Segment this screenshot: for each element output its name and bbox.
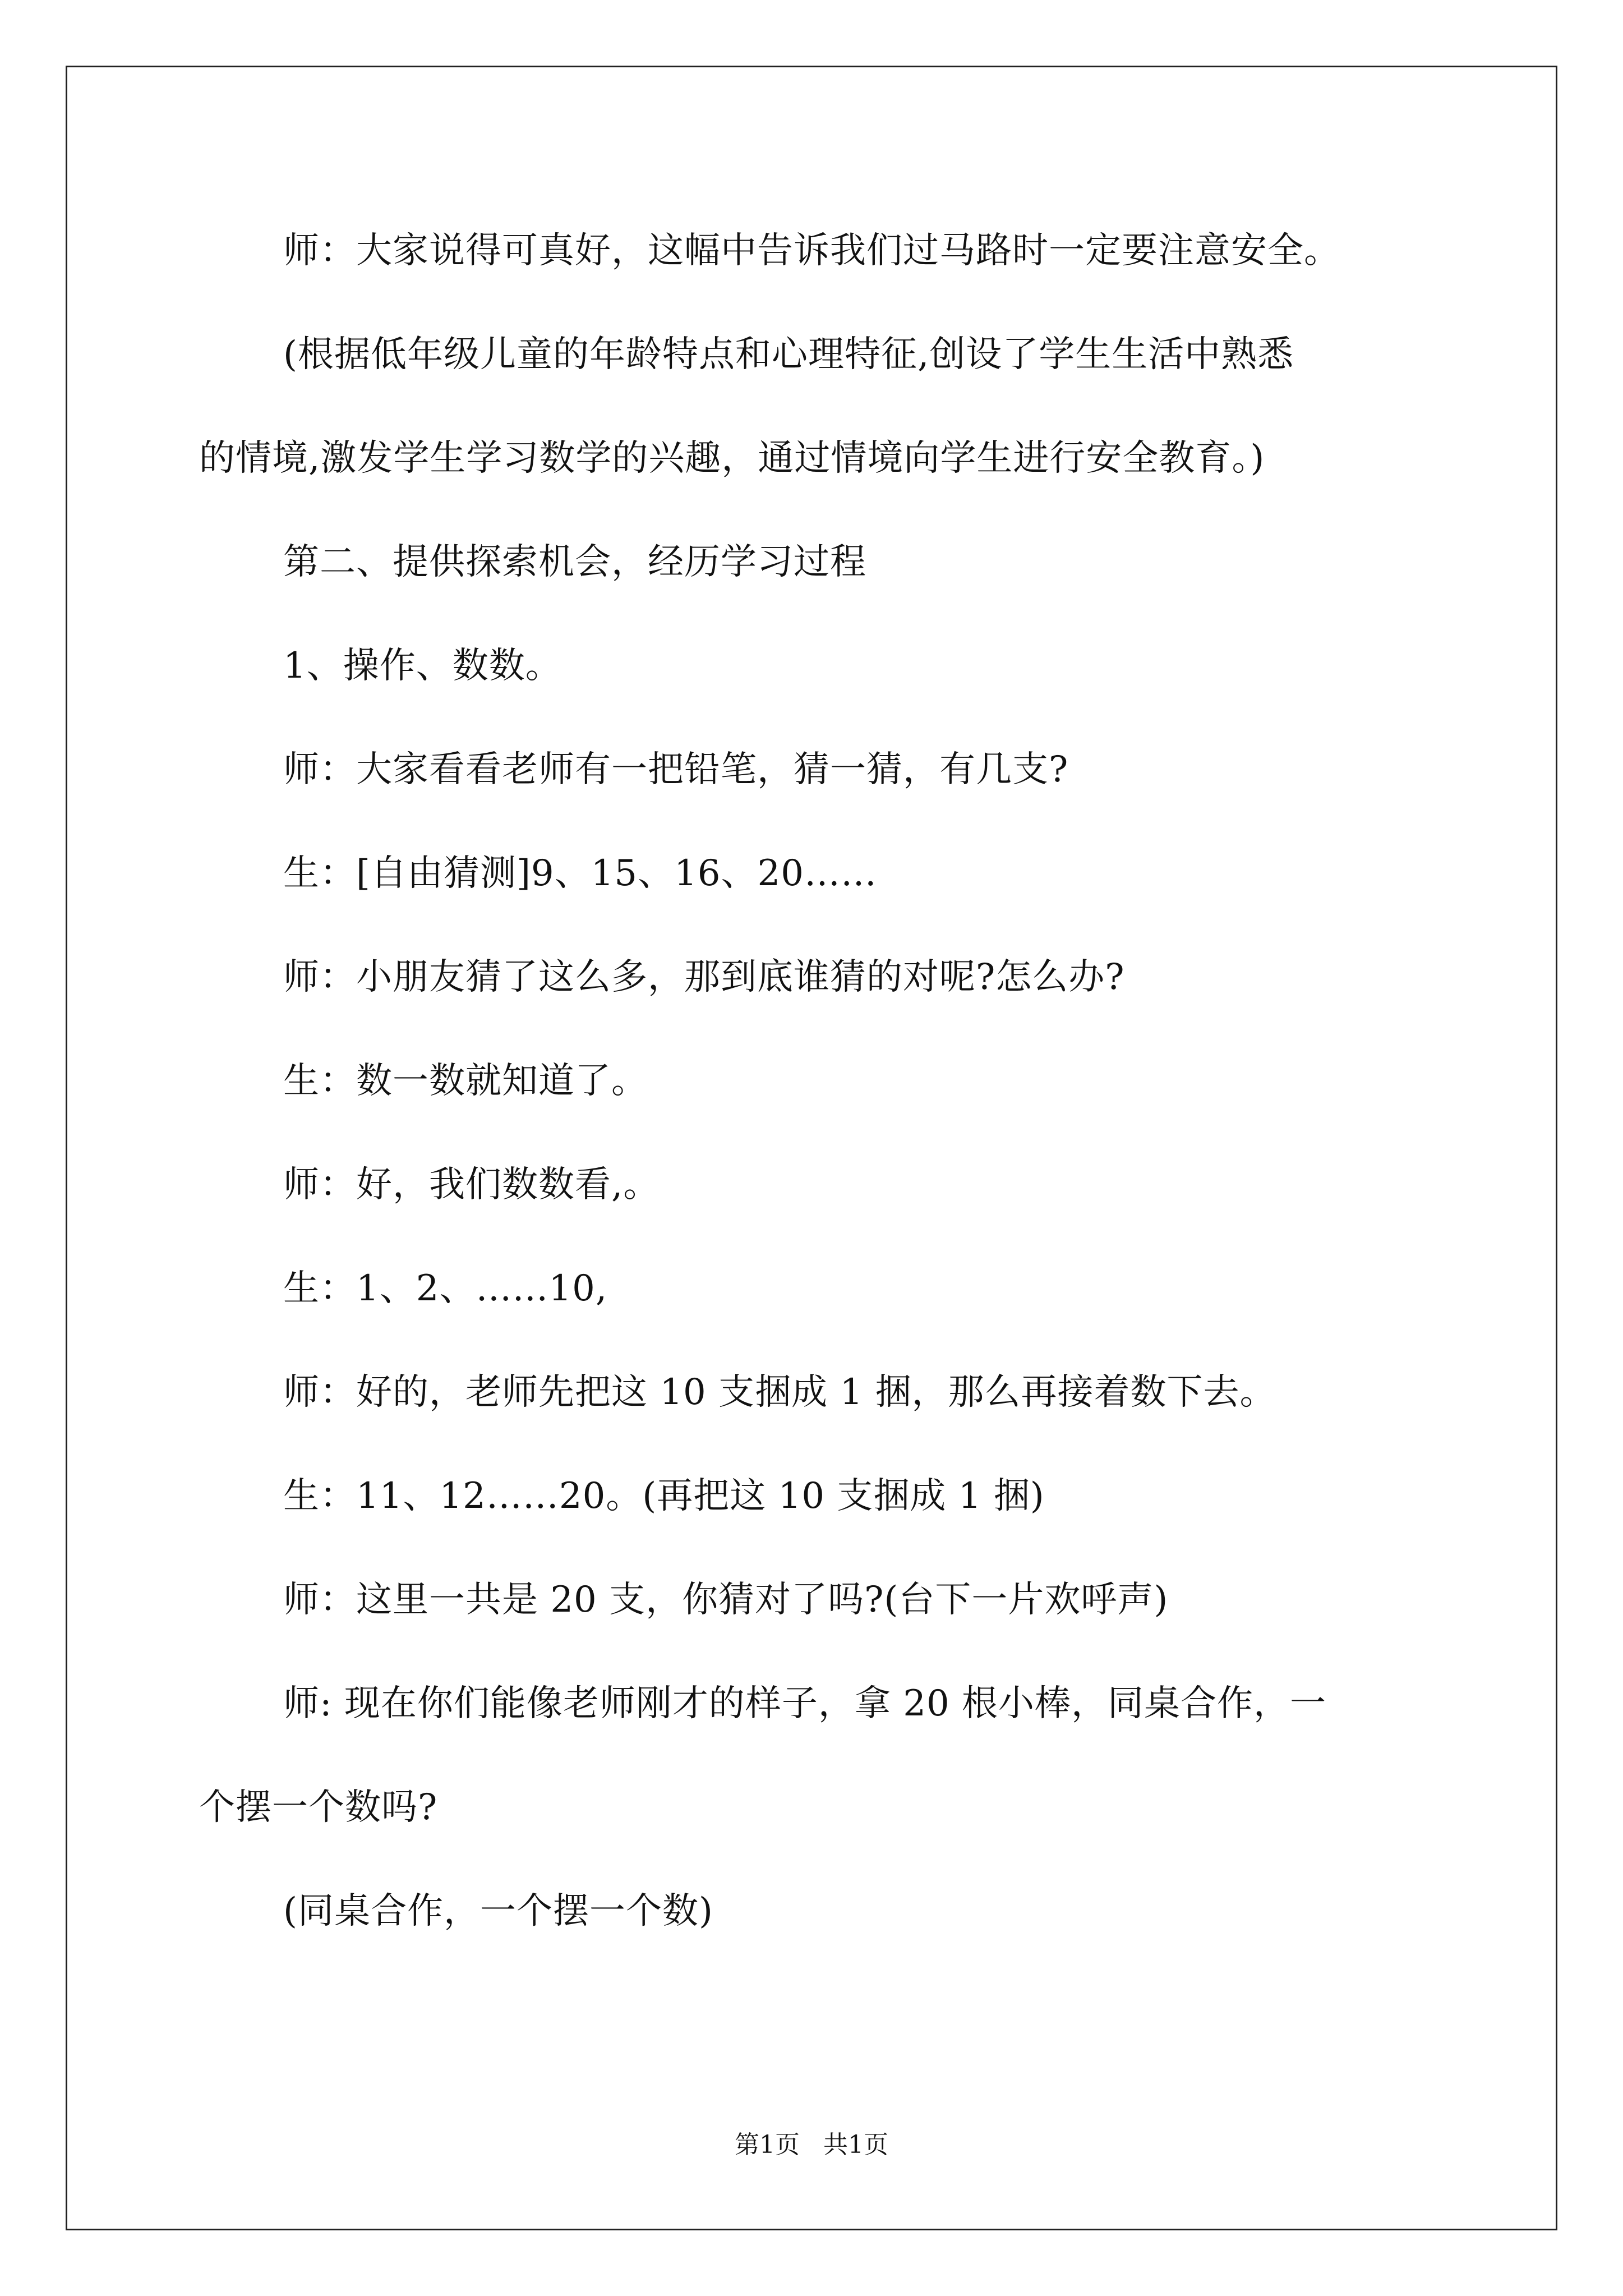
page-footer: 第1页 共1页 — [735, 2131, 888, 2159]
paragraph-line: 生：数一数就知道了。 — [283, 1060, 648, 1102]
paragraph-line: 师：这里一共是 20 支，你猜对了吗?(台下一片欢呼声) — [283, 1579, 1169, 1621]
section-heading: 第二、提供探索机会，经历学习过程 — [283, 541, 866, 583]
paragraph-line: 师：小朋友猜了这么多，那到底谁猜的对呢?怎么办? — [283, 956, 1125, 998]
paragraph-line: 生：1、2、……10, — [283, 1268, 608, 1309]
paragraph-line: (同桌合作，一个摆一个数) — [283, 1890, 713, 1932]
paragraph-line: 生：11、12……20。(再把这 10 支捆成 1 捆) — [283, 1475, 1045, 1517]
paragraph-line: 的情境,激发学生学习数学的兴趣，通过情境向学生进行安全教育。) — [199, 438, 1265, 479]
paragraph-line: 师: 现在你们能像老师刚才的样子，拿 20 根小棒，同桌合作，一 — [283, 1683, 1327, 1724]
paragraph-line: 师：好，我们数数看,。 — [283, 1164, 660, 1205]
paragraph-line: 师：大家看看老师有一把铅笔，猜一猜，有几支? — [283, 749, 1069, 790]
paragraph-line: 师：好的，老师先把这 10 支捆成 1 捆，那么再接着数下去。 — [283, 1372, 1276, 1413]
paragraph-line: (根据低年级儿童的年龄特点和心理特征,创设了学生生活中熟悉 — [283, 334, 1294, 375]
paragraph-line: 1、操作、数数。 — [283, 645, 562, 687]
paragraph-line: 个摆一个数吗? — [199, 1787, 438, 1828]
paragraph-line: 生：[自由猜测]9、15、16、20…… — [283, 853, 877, 894]
paragraph-line: 师：大家说得可真好，这幅中告诉我们过马路时一定要注意安全。 — [283, 230, 1340, 272]
